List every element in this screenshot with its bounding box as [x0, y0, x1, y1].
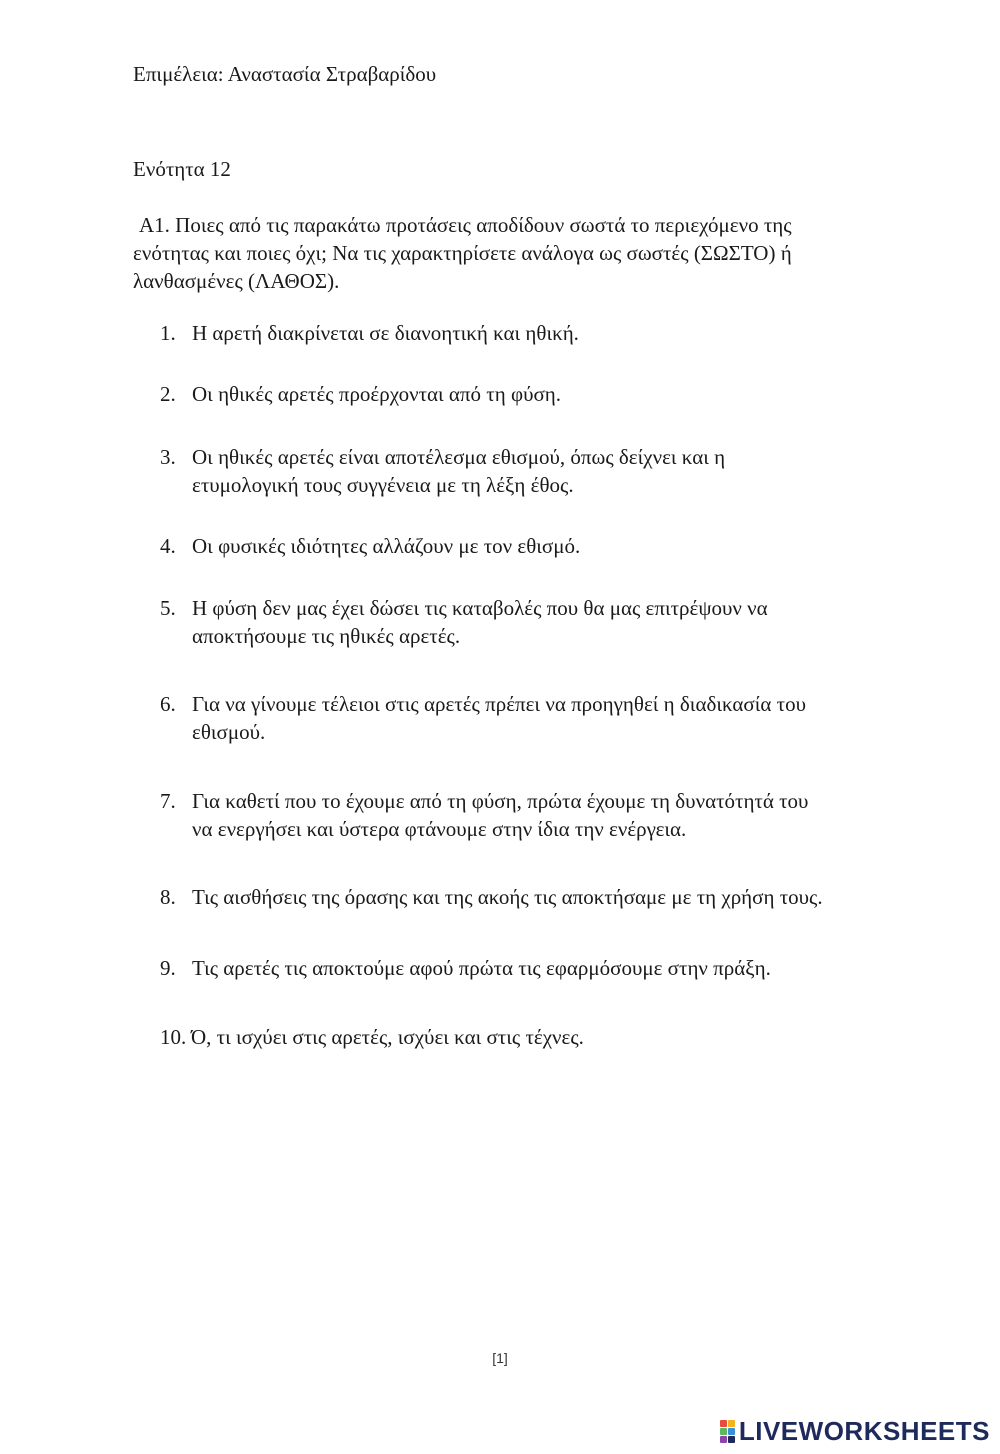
page-number: [1]: [492, 1350, 508, 1366]
logo-block: [728, 1428, 735, 1435]
logo-block: [728, 1420, 735, 1427]
logo-block: [720, 1420, 727, 1427]
editor-credit: Επιμέλεια: Αναστασία Στραβαρίδου: [133, 62, 437, 86]
statement-number: 1.: [160, 321, 176, 345]
liveworksheets-wordmark: LIVEWORKSHEETS: [738, 1415, 990, 1446]
statement-text: να ενεργήσει και ύστερα φτάνουμε στην ίδια την ενέργεια.: [192, 817, 687, 841]
instructions-line: ενότητας και ποιες όχι; Να τις χαρακτηρίσετε ανάλογα ως σωστές (ΣΩΣΤΟ) ή: [133, 241, 792, 265]
statement-text: Οι ηθικές αρετές είναι αποτέλεσμα εθισμού, όπως δείχνει και η: [192, 445, 726, 469]
logo-block: [720, 1428, 727, 1435]
statement-text: Για καθετί που το έχουμε από τη φύση, πρώτα έχουμε τη δυνατότητά του: [192, 789, 809, 813]
statement-text: Οι ηθικές αρετές προέρχονται από τη φύση.: [192, 382, 562, 406]
statement-number: 5.: [160, 596, 176, 620]
exercise-instructions: [133, 211, 893, 295]
statement-text: Η αρετή διακρίνεται σε διανοητική και ηθική.: [192, 321, 579, 345]
instructions-line: Α1. Ποιες από τις παρακάτω προτάσεις αποδίδουν σωστά το περιεχόμενο της: [139, 213, 792, 237]
statement-text: Τις αισθήσεις της όρασης και της ακοής τις αποκτήσαμε με τη χρήση τους.: [192, 885, 823, 909]
statement-number: 2.: [160, 382, 176, 406]
statement-number: 3.: [160, 445, 176, 469]
statement-number: 10.: [160, 1025, 187, 1049]
statement-number: 8.: [160, 885, 176, 909]
statement-text: Η φύση δεν μας έχει δώσει τις καταβολές που θα μας επιτρέψουν να: [192, 596, 768, 620]
statement-text: εθισμού.: [192, 720, 266, 744]
instructions-line: λανθασμένες (ΛΑΘΟΣ).: [133, 269, 340, 293]
statement-number: 7.: [160, 789, 176, 813]
statement-text: αποκτήσουμε τις ηθικές αρετές.: [192, 624, 461, 648]
section-title: Ενότητα 12: [133, 157, 231, 181]
statement-text: Ό, τι ισχύει στις αρετές, ισχύει και στις τέχνες.: [191, 1025, 584, 1049]
liveworksheets-logo-icon: [720, 1420, 735, 1443]
statement-number: 6.: [160, 692, 176, 716]
liveworksheets-logo: [720, 1416, 990, 1446]
logo-block: [728, 1436, 735, 1443]
logo-block: [720, 1436, 727, 1443]
statement-text: Για να γίνουμε τέλειοι στις αρετές πρέπει να προηγηθεί η διαδικασία του: [192, 692, 806, 716]
statement-text: Οι φυσικές ιδιότητες αλλάζουν με τον εθισμό.: [192, 534, 581, 558]
statement-text: ετυμολογική τους συγγένεια με τη λέξη έθος.: [192, 473, 574, 497]
statement-number: 4.: [160, 534, 176, 558]
statement-text: Τις αρετές τις αποκτούμε αφού πρώτα τις εφαρμόσουμε στην πράξη.: [192, 956, 771, 980]
statement-number: 9.: [160, 956, 176, 980]
